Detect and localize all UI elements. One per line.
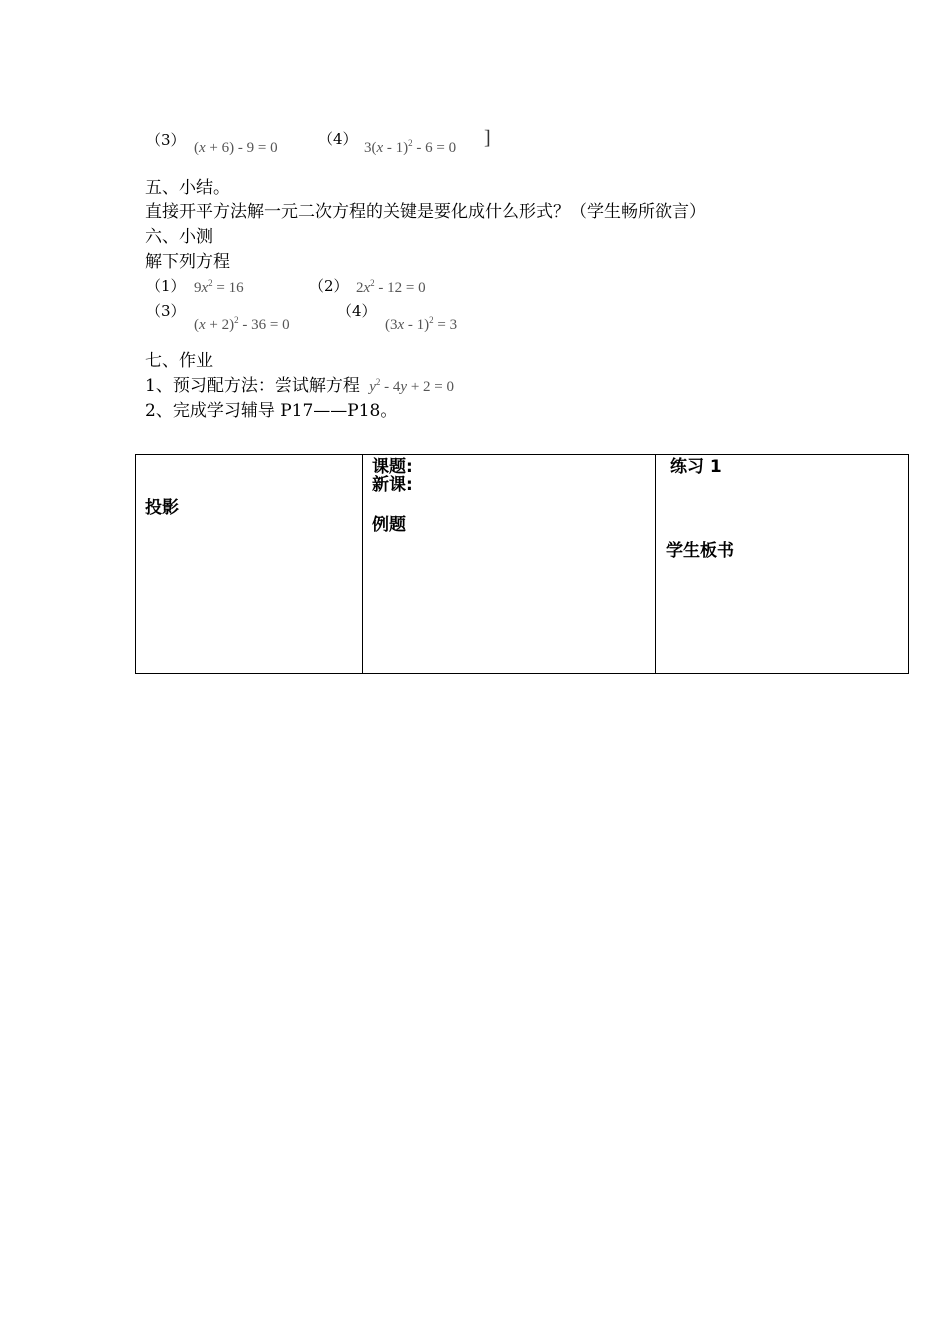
homework-equation: $y^2 - 4y + 2 = 0$ [369, 377, 454, 395]
section-5-heading: 五、小结。 [145, 178, 230, 198]
exercise-4-equation: 3(x - 1)$^2$ - 6 = 0 [364, 138, 457, 156]
quiz-2-equation: $2x^2 - 12 = 0$ [356, 278, 426, 296]
blackboard-layout-table [135, 454, 909, 674]
quiz-1-label: （1） [146, 277, 186, 295]
homework-item-1: 1、预习配方法：尝试解方程 $y^2 - 4y + 2 = 0$ [145, 376, 454, 396]
board-column-practice [656, 455, 909, 674]
quiz-2-label: （2） [309, 277, 349, 295]
practice-1-label: 练习 1 [670, 457, 722, 477]
exercise-3-label: （3） [146, 131, 186, 149]
new-lesson-label: 新课: [372, 475, 413, 495]
student-board-label: 学生板书 [666, 541, 734, 561]
section-5-text: 直接开平方法解一元二次方程的关键是要化成什么形式？（学生畅所欲言） [145, 202, 706, 222]
quiz-1-equation: $9x^2 = 16$ [194, 278, 244, 296]
section-6-heading: 六、小测 [145, 227, 213, 247]
exercise-3-equation: (x + 6) - 9 = 0 [194, 140, 278, 156]
lesson-topic-label: 课题: [372, 457, 413, 477]
exercise-4-label: （4） [318, 130, 358, 148]
section-7-heading: 七、作业 [145, 351, 213, 371]
quiz-4-equation: (3x - 1)$^2$ = 3 [385, 315, 458, 333]
section-6-instruction: 解下列方程 [145, 252, 230, 272]
closing-bracket: ] [484, 127, 491, 149]
projection-label: 投影 [145, 498, 179, 518]
quiz-3-label: （3） [146, 302, 186, 320]
board-column-lesson [363, 455, 656, 674]
quiz-3-equation: $(x + 2)^2 - 36 = 0$ [194, 315, 290, 333]
quiz-4-label: （4） [337, 302, 377, 320]
example-label: 例题 [372, 515, 406, 535]
homework-item-2: 2、完成学习辅导 P17——P18。 [145, 401, 398, 421]
board-column-projection [136, 455, 363, 674]
